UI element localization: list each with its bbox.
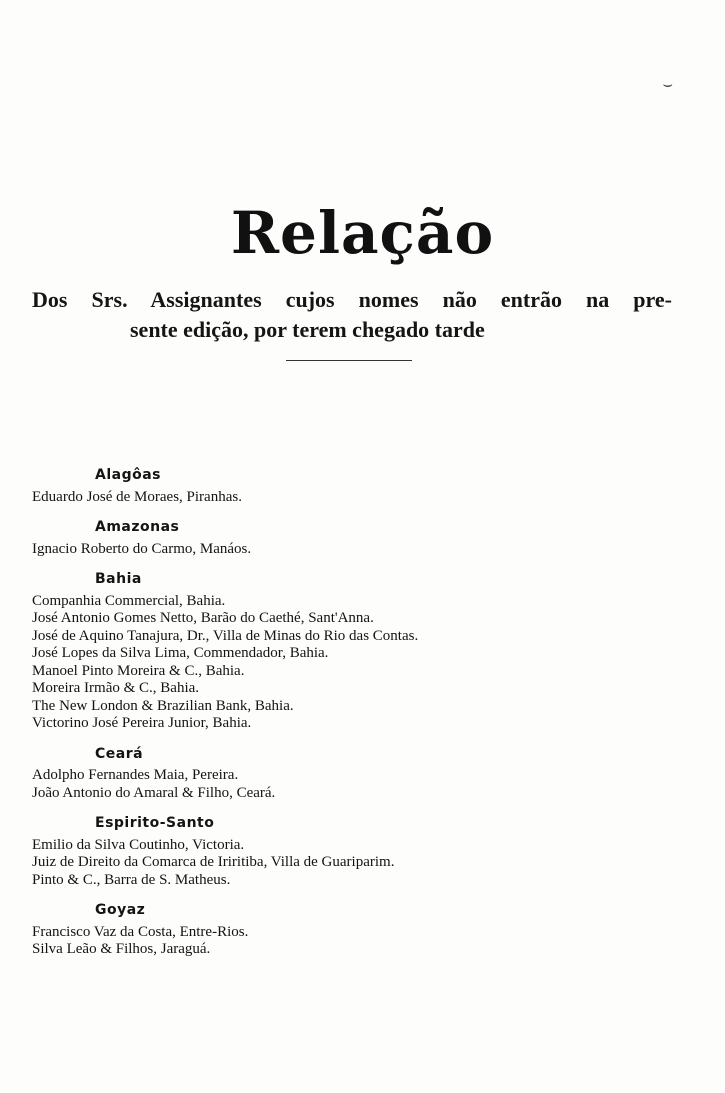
section-alagoas — [32, 467, 632, 506]
list-item: Pinto & C., Barra de S. Matheus. — [32, 871, 231, 888]
subscriber-list — [32, 467, 632, 972]
list-item: Ignacio Roberto do Carmo, Manáos. — [32, 540, 252, 557]
section-heading: Ceará — [95, 745, 144, 762]
list-item: The New London & Brazilian Bank, Bahia. — [32, 697, 294, 714]
list-item: Eduardo José de Moraes, Piranhas. — [32, 488, 242, 505]
section-heading: Goyaz — [95, 902, 146, 918]
print-mark: ⌣ — [662, 76, 673, 93]
section-bahia — [32, 571, 632, 733]
page-subtitle — [32, 285, 672, 345]
section-heading: Alagôas — [95, 467, 162, 483]
list-item: Emilio da Silva Coutinho, Victoria. — [32, 836, 245, 853]
list-item: José Antonio Gomes Netto, Barão do Caethé, Sant'Anna. — [32, 610, 374, 626]
section-espirito-santo — [32, 815, 632, 889]
section-heading: Espirito-Santo — [95, 815, 215, 831]
list-item: Companhia Commercial, Bahia. — [32, 592, 226, 609]
section-goyaz — [32, 902, 632, 959]
subtitle-line-1: Dos Srs. Assignantes cujos nomes não entrão na pre- — [32, 287, 672, 312]
list-item: Victorino José Pereira Junior, Bahia. — [32, 715, 252, 731]
section-amazonas — [32, 519, 632, 558]
list-item: José Lopes da Silva Lima, Commendador, Bahia. — [32, 645, 329, 661]
section-ceara — [32, 746, 632, 803]
list-item: Manoel Pinto Moreira & C., Bahia. — [32, 662, 245, 679]
page-title: Relação — [230, 198, 495, 267]
section-heading: Bahia — [95, 571, 142, 587]
list-item: Francisco Vaz da Costa, Entre-Rios. — [32, 923, 249, 940]
list-item: Silva Leão & Filhos, Jaraguá. — [32, 941, 211, 957]
list-item: Juiz de Direito da Comarca de Iriritiba, Villa de Guariparim. — [32, 854, 395, 870]
list-item: Moreira Irmão & C., Bahia. — [32, 680, 200, 696]
section-heading: Amazonas — [95, 519, 180, 535]
list-item: Adolpho Fernandes Maia, Pereira. — [32, 767, 239, 783]
divider-rule — [286, 360, 412, 361]
list-item: João Antonio do Amaral & Filho, Ceará. — [32, 784, 276, 801]
list-item: José de Aquino Tanajura, Dr., Villa de Minas do Rio das Contas. — [32, 627, 419, 644]
subtitle-line-2: sente edição, por terem chegado tarde — [130, 317, 485, 342]
